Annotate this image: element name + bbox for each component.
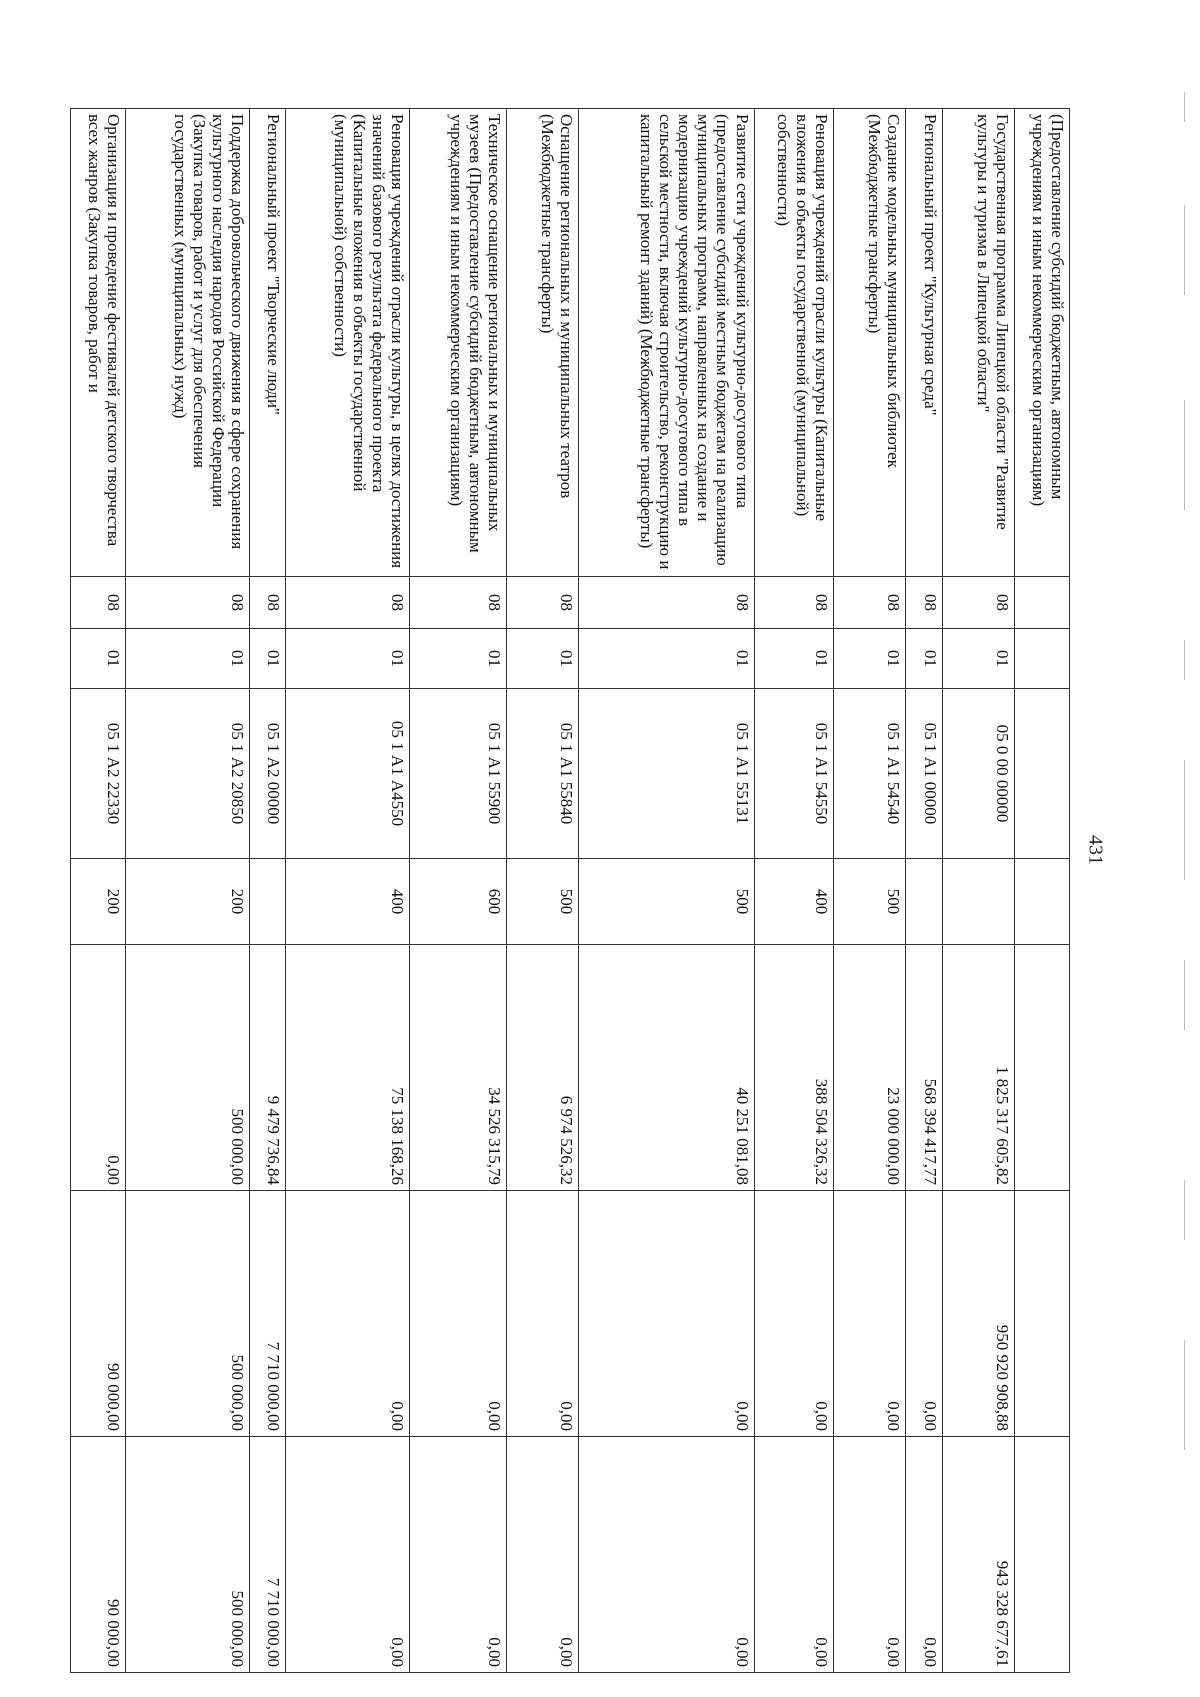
- cell-amount-year3: 0,00: [754, 1437, 834, 1673]
- cell-expense-type: [906, 859, 942, 945]
- cell-target-article: 05 1 А1 00000: [906, 689, 942, 859]
- cell-amount-year1: 75 138 168,26: [286, 945, 410, 1191]
- cell-amount-year2: 950 920 908,88: [942, 1191, 1014, 1437]
- cell-subsection: 01: [71, 629, 127, 689]
- cell-expense-type: 400: [286, 859, 410, 945]
- cell-amount-year2: 0,00: [906, 1191, 942, 1437]
- cell-amount-year1: 568 394 417,77: [906, 945, 942, 1191]
- cell-expense-type: [1014, 859, 1069, 945]
- table-row: [409, 109, 507, 1673]
- cell-section: 08: [507, 577, 579, 629]
- cell-target-article: 05 1 А1 55900: [409, 689, 507, 859]
- cell-subsection: 01: [942, 629, 1014, 689]
- cell-name: (Предоставление субсидий бюджетным, автономным учреждениям и иным некоммерческим организациям): [1014, 109, 1069, 577]
- cell-amount-year3: 943 328 677,61: [942, 1437, 1014, 1673]
- table-row: [286, 109, 410, 1673]
- cell-subsection: 01: [409, 629, 507, 689]
- cell-amount-year3: 0,00: [507, 1437, 579, 1673]
- cell-amount-year3: 500 000,00: [126, 1437, 250, 1673]
- cell-name: Поддержка добровольческого движения в сфере сохранения культурного наследия народов Российской Федерации (Закупка товаров, работ и услуг для обеспечения государственных (муниципальных) нужд): [126, 109, 250, 577]
- table-row: [250, 109, 286, 1673]
- cell-amount-year1: 40 251 081,08: [579, 945, 754, 1191]
- cell-section: 08: [250, 577, 286, 629]
- table-row: [754, 109, 834, 1673]
- cell-amount-year3: 0,00: [834, 1437, 906, 1673]
- cell-amount-year2: 0,00: [507, 1191, 579, 1437]
- cell-subsection: 01: [579, 629, 754, 689]
- cell-amount-year3: 0,00: [409, 1437, 507, 1673]
- cell-target-article: 05 1 А1 55840: [507, 689, 579, 859]
- cell-expense-type: 200: [71, 859, 127, 945]
- cell-amount-year3: [1014, 1437, 1069, 1673]
- cell-amount-year1: 23 000 000,00: [834, 945, 906, 1191]
- cell-amount-year2: 90 000,00: [71, 1191, 127, 1437]
- cell-target-article: [1014, 689, 1069, 859]
- page-number: 431: [1084, 835, 1107, 865]
- cell-target-article: 05 1 А1 А4550: [286, 689, 410, 859]
- table-row: [126, 109, 250, 1673]
- cell-amount-year3: 90 000,00: [71, 1437, 127, 1673]
- cell-amount-year1: 500 000,00: [126, 945, 250, 1191]
- cell-amount-year2: 0,00: [754, 1191, 834, 1437]
- cell-amount-year2: 0,00: [579, 1191, 754, 1437]
- cell-amount-year3: 0,00: [906, 1437, 942, 1673]
- cell-name: Техническое оснащение региональных и муниципальных музеев (Предоставление субсидий бюджетным, автономным учреждениям и иным некоммерческим организациям): [409, 109, 507, 577]
- cell-amount-year3: 0,00: [286, 1437, 410, 1673]
- cell-amount-year2: 500 000,00: [126, 1191, 250, 1437]
- cell-name: Реновация учреждений отрасли культуры (Капитальные вложения в объекты государственной (муниципальной) собственности): [754, 109, 834, 577]
- cell-section: 08: [409, 577, 507, 629]
- table-row: [71, 109, 127, 1673]
- table-row: [579, 109, 754, 1673]
- table-body: [71, 109, 1070, 1673]
- cell-name: Развитие сети учреждений культурно-досугового типа (предоставление субсидий местным бюджетам на реализацию муниципальных программ, направленных на создание и модернизацию учреждений культурно-досугового типа в сельской местности, включая строительство, реконструкцию и капитальный ремонт зданий) (Межбюджетные трансферты): [579, 109, 754, 577]
- cell-subsection: 01: [834, 629, 906, 689]
- cell-target-article: 05 1 А2 00000: [250, 689, 286, 859]
- cell-amount-year1: [1014, 945, 1069, 1191]
- cell-amount-year1: 9 479 736,84: [250, 945, 286, 1191]
- cell-target-article: 05 1 А2 22330: [71, 689, 127, 859]
- cell-name: Организация и проведение фестивалей детского творчества всех жанров (Закупка товаров, работ и: [71, 109, 127, 577]
- cell-name: Оснащение региональных и муниципальных театров (Межбюджетные трансферты): [507, 109, 579, 577]
- cell-target-article: 05 1 А2 20850: [126, 689, 250, 859]
- cell-amount-year1: 1 825 317 605,82: [942, 945, 1014, 1191]
- cell-section: 08: [754, 577, 834, 629]
- cell-subsection: 01: [286, 629, 410, 689]
- cell-subsection: [1014, 629, 1069, 689]
- cell-section: 08: [126, 577, 250, 629]
- rotated-table-sheet: [70, 108, 1070, 1672]
- cell-expense-type: 400: [754, 859, 834, 945]
- cell-amount-year2: [1014, 1191, 1069, 1437]
- cell-name: Государственная программа Липецкой области "Развитие культуры и туризма в Липецкой области": [942, 109, 1014, 577]
- cell-amount-year3: 7 710 000,00: [250, 1437, 286, 1673]
- cell-amount-year2: 0,00: [409, 1191, 507, 1437]
- cell-expense-type: [250, 859, 286, 945]
- table-row: [906, 109, 942, 1673]
- cell-amount-year1: 388 504 326,32: [754, 945, 834, 1191]
- cell-section: [1014, 577, 1069, 629]
- cell-amount-year1: 34 526 315,79: [409, 945, 507, 1191]
- cell-expense-type: 200: [126, 859, 250, 945]
- cell-target-article: 05 1 А1 55131: [579, 689, 754, 859]
- cell-name: Реновация учреждений отрасли культуры, в целях достижения значений базового результата федерального проекта (Капитальные вложения в объекты государственной (муниципальной) собственности): [286, 109, 410, 577]
- cell-section: 08: [286, 577, 410, 629]
- cell-amount-year1: 6 974 526,32: [507, 945, 579, 1191]
- cell-expense-type: [942, 859, 1014, 945]
- table-row: [507, 109, 579, 1673]
- table-row: [1014, 109, 1069, 1673]
- cell-expense-type: 500: [834, 859, 906, 945]
- cell-section: 08: [942, 577, 1014, 629]
- cell-subsection: 01: [250, 629, 286, 689]
- table-row: [834, 109, 906, 1673]
- cell-expense-type: 500: [507, 859, 579, 945]
- cell-expense-type: 600: [409, 859, 507, 945]
- cell-amount-year3: 0,00: [579, 1437, 754, 1673]
- scan-edge-marks: [1180, 0, 1192, 1697]
- cell-subsection: 01: [906, 629, 942, 689]
- cell-subsection: 01: [507, 629, 579, 689]
- cell-target-article: 05 1 А1 54540: [834, 689, 906, 859]
- cell-expense-type: 500: [579, 859, 754, 945]
- cell-name: Региональный проект "Культурная среда": [906, 109, 942, 577]
- cell-amount-year2: 0,00: [286, 1191, 410, 1437]
- cell-amount-year1: 0,00: [71, 945, 127, 1191]
- cell-section: 08: [579, 577, 754, 629]
- cell-amount-year2: 7 710 000,00: [250, 1191, 286, 1437]
- table-row: [942, 109, 1014, 1673]
- cell-subsection: 01: [126, 629, 250, 689]
- cell-section: 08: [906, 577, 942, 629]
- cell-amount-year2: 0,00: [834, 1191, 906, 1437]
- cell-target-article: 05 1 А1 54550: [754, 689, 834, 859]
- cell-target-article: 05 0 00 00000: [942, 689, 1014, 859]
- budget-table: [70, 108, 1070, 1673]
- cell-section: 08: [834, 577, 906, 629]
- cell-section: 08: [71, 577, 127, 629]
- cell-name: Региональный проект "Творческие люди": [250, 109, 286, 577]
- cell-name: Создание модельных муниципальных библиотек (Межбюджетные трансферты): [834, 109, 906, 577]
- cell-subsection: 01: [754, 629, 834, 689]
